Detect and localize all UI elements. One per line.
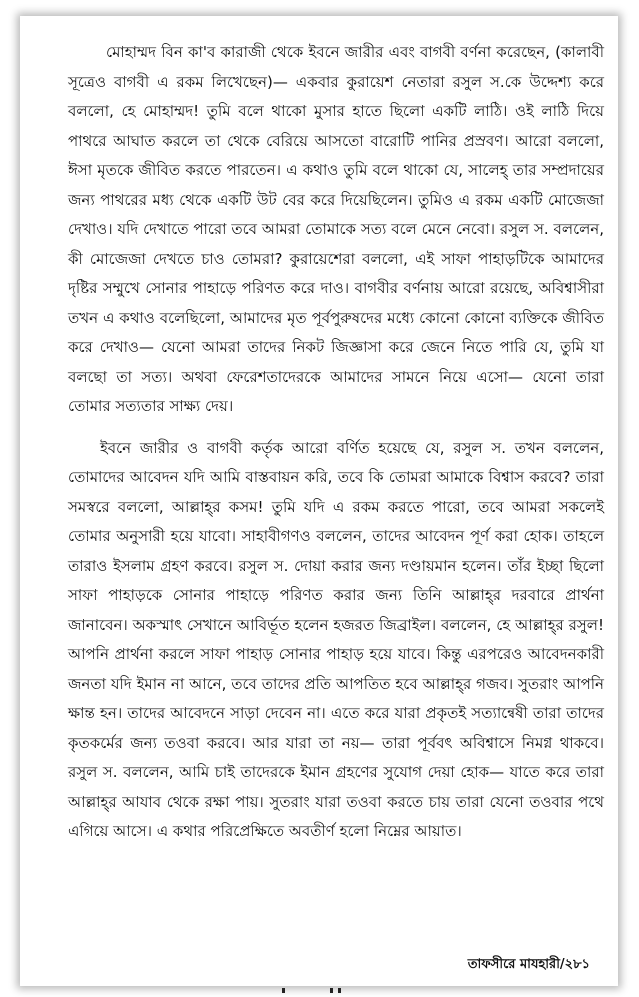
paragraph-2: ইবনে জারীর ও বাগবী কর্তৃক আরো বর্ণিত হয়েছে যে, রসুল স. তখন বললেন, তোমাদের আবেদন যদি আমি বাস্তবায়ন করি, তবে কি তোমরা আমাকে বিশ্বাস করবে? তারা সমস্বরে বললো, আল্লাহ্‌র কসম! তুমি যদি এ রকম করতে পারো, তবে আমরা সকলেই তোমার অনুসারী হয়ে যাবো। সাহাবীগণও বললেন, তাদের আবেদন পূর্ণ করা হোক। তাহলে তারাও ইসলাম গ্রহণ করবে। রসুল স. দোয়া করার জন্য দণ্ডায়মান হলেন। তাঁর ইচ্ছা ছিলো সাফা পাহাড়কে সোনার পাহাড়ে পরিণত করার জন্য তিনি আল্লাহ্‌র দরবারে প্রার্থনা জানাবেন। অকস্মাৎ সেখানে আবির্ভূত হলেন হজরত জিব্রাইল। বললেন, হে আল্লাহ্‌র রসুল! আপনি প্রার্থনা করলে সাফা পাহাড় সোনার পাহাড় হয়ে যাবে। কিন্তু এরপরেও আবেদনকারী জনতা যদি ইমান না আনে, তবে তাদের প্রতি আপতিত হবে আল্লাহ্‌র গজব। সুতরাং আপনি ক্ষান্ত হন। তাদের আবেদনে সাড়া দেবেন না। এতে করে যারা প্রকৃতই সত্যান্বেষী তারা তাদের কৃতকর্মের জন্য তওবা করবে। আর যারা তা নয়— তারা পূর্ববৎ অবিশ্বাসে নিমগ্ন থাকবে। রসুল স. বললেন, আমি চাই তাদেরকে ইমান গ্রহণের সুযোগ দেয়া হোক— যাতে করে তারা আল্লাহ্‌র আযাব থেকে রক্ষা পায়। সুতরাং যারা তওবা করতে চায় তারা যেনো তওবার পথে এগিয়ে আসে। এ কথার পরিপ্রেক্ষিতে অবতীর্ণ হলো নিম্নের আয়াত। — [68, 438, 604, 840]
scan-artifact-marks — [282, 988, 362, 994]
paragraph-1: মোহাম্মদ বিন কা'ব কারাজী থেকে ইবনে জারীর এবং বাগবী বর্ণনা করেছেন, (কালাবী সূত্রেও বাগবী এ রকম লিখেছেন)— একবার কুরায়েশ নেতারা রসুল স.কে উদ্দেশ্য করে বললো, হে মোহাম্মদ! তুমি বলে থাকো মুসার হাতে ছিলো একটি লাঠি। ওই লাঠি দিয়ে পাথরে আঘাত করলে তা থেকে বেরিয়ে আসতো বারোটি পানির প্রস্রবণ। আরো বললো, ঈসা মৃতকে জীবিত করতে পারতেন। এ কথাও তুমি বলে থাকো যে, সালেহ্ তার সম্প্রদায়ের জন্য পাথরের মধ্য থেকে একটি উট বের করে দিয়েছিলেন। তুমিও এ রকম একটি মোজেজা দেখাও। যদি দেখাতে পারো তবে আমরা তোমাকে সত্য বলে মেনে নেবো। রসুল স. বললেন, কী মোজেজা দেখতে চাও তোমরা? কুরায়েশেরা বললো, এই সাফা পাহাড়টিকে আমাদের দৃষ্টির সম্মুখে সোনার পাহাড়ে পরিণত করে দাও। বাগবীর বর্ণনায় আরো রয়েছে, অবিশ্বাসীরা তখন এ কথাও বলেছিলো, আমাদের মৃত পূর্বপুরুষদের মধ্যে কোনো কোনো ব্যক্তিকে জীবিত করে দেখাও— যেনো আমরা তাদের নিকট জিজ্ঞাসা করে জেনে নিতে পারি যে, তুমি যা বলছো তা সত্য। অথবা ফেরেশতাদেরকে আমাদের সামনে নিয়ে এসো— যেনো তারা তোমার সত্যতার সাক্ষ্য দেয়। — [68, 43, 604, 415]
page — [20, 16, 618, 986]
page-footer: তাফসীরে মাযহারী/২৮১ — [467, 957, 590, 972]
page-body — [68, 38, 604, 847]
